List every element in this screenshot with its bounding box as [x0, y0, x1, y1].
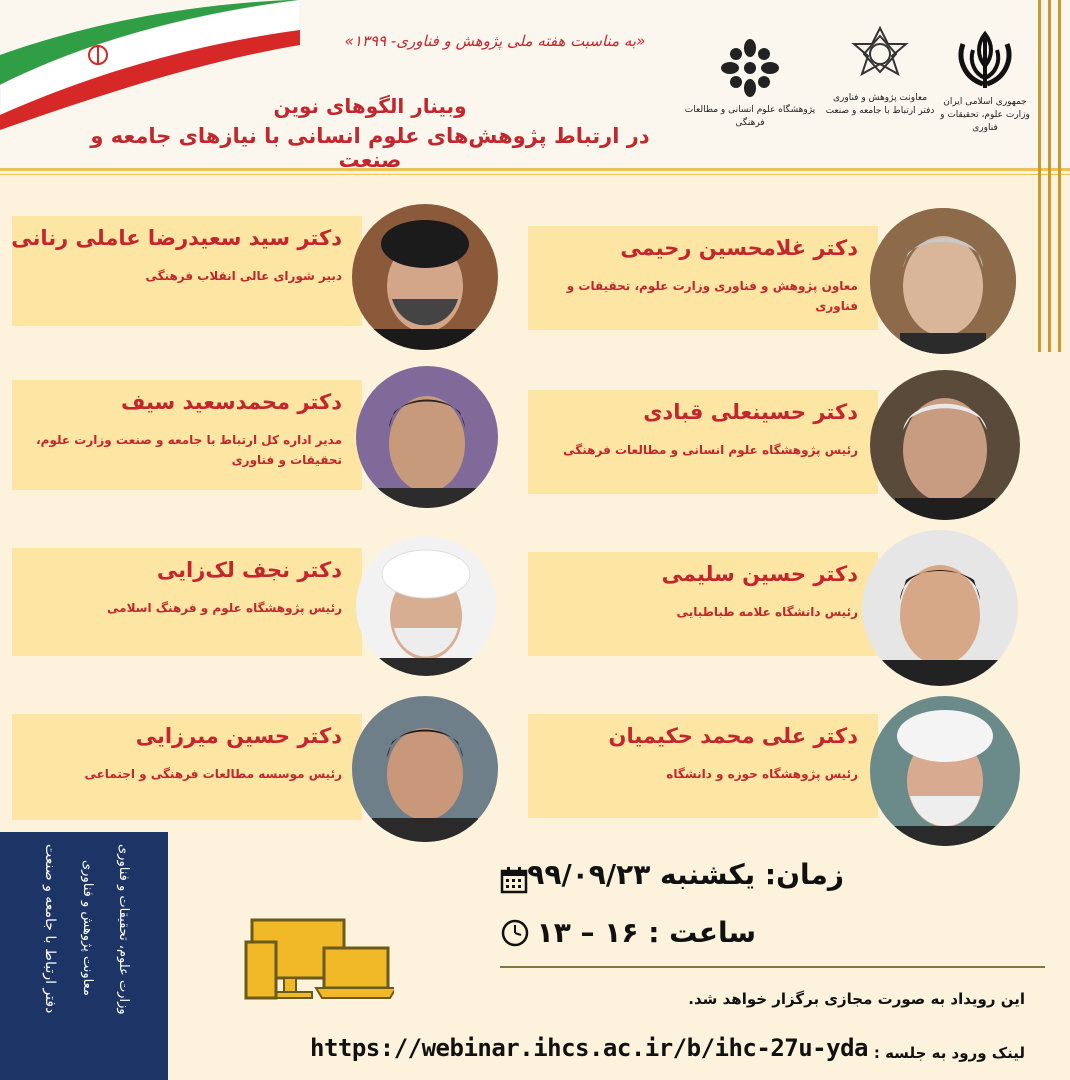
speaker-photo-lakzaei [356, 536, 496, 676]
page-title-line1: وبینار الگوهای نوین [273, 94, 467, 118]
speaker-role: دبیر شورای عالی انقلاب فرهنگی [145, 269, 342, 283]
sidebar-line2: معاونت پژوهش و فناوری [80, 860, 95, 996]
speaker-card-ghobadi [528, 390, 878, 494]
speaker-name: دکتر حسینعلی قبادی [643, 400, 858, 424]
speaker-role: معاون پژوهش و فناوری وزارت علوم، تحقیقات و فناوری [566, 279, 858, 313]
webinar-link[interactable]: https://webinar.ihcs.ac.ir/b/ihc-27u-yda [310, 1034, 868, 1062]
speaker-card-mirzaei [12, 714, 362, 820]
speaker-role: مدیر اداره کل ارتباط با جامعه و صنعت وزارت علوم، تحقیقات و فناوری [36, 433, 342, 467]
divider [500, 966, 1045, 968]
sidebar-panel [0, 832, 168, 1080]
calendar-icon [500, 866, 528, 894]
ornament-emblem-icon [850, 26, 910, 88]
clock-icon [500, 918, 530, 948]
vice-presidency-caption1: معاونت پژوهش و فناوری [832, 93, 928, 103]
page-title-line2: در ارتباط پژوهش‌های علوم انسانی با نیازهای جامعه و صنعت [90, 124, 650, 172]
ministry-caption1: جمهوری اسلامی ایران [943, 97, 1027, 107]
speaker-name: دکتر نجف لک‌زایی [156, 558, 342, 582]
vice-presidency-caption2: دفتر ارتباط با جامعه و صنعت [825, 106, 935, 116]
speaker-card-ameli [12, 216, 362, 326]
speaker-role: رئیس پژوهشگاه علوم و فرهنگ اسلامی [107, 601, 342, 615]
decor-line [1048, 0, 1051, 352]
header-divider-thin [0, 174, 1070, 175]
iran-emblem-icon [955, 30, 1015, 92]
link-label: لینک ورود به جلسه : [873, 1044, 1025, 1062]
speaker-role: رئیس موسسه مطالعات فرهنگی و اجتماعی [84, 767, 342, 781]
vice-presidency-logo [820, 26, 940, 118]
speaker-name: دکتر غلامحسین رحیمی [620, 236, 858, 260]
speaker-card-hakimian [528, 714, 878, 818]
ihcs-logo [680, 36, 820, 130]
sidebar-line1: دفتر ارتباط با جامعه و صنعت [42, 844, 58, 1014]
ministry-logo [930, 30, 1040, 135]
speaker-card-seif [12, 380, 362, 490]
decor-line [1038, 0, 1041, 352]
speaker-name: دکتر محمدسعید سیف [120, 390, 342, 414]
speaker-role: رئیس دانشگاه علامه طباطبایی [676, 605, 858, 619]
speaker-role: رئیس پژوهشگاه حوزه و دانشگاه [666, 767, 858, 781]
speaker-photo-ameli [352, 204, 498, 350]
decor-line [1058, 0, 1061, 352]
speaker-photo-mirzaei [352, 696, 498, 842]
speaker-card-salimi [528, 552, 878, 656]
devices-icon [244, 916, 394, 1016]
event-date: زمان: یکشنبه ۹۹/۰۹/۲۳ [527, 858, 844, 891]
ihcs-emblem-icon [718, 36, 782, 100]
speaker-name: دکتر حسین میرزایی [135, 724, 342, 748]
speaker-photo-rahimi [870, 208, 1016, 354]
sidebar-line3: وزارت علوم، تحقیقات و فناوری [116, 844, 131, 1015]
speaker-card-lakzaei [12, 548, 362, 656]
speaker-photo-hakimian [870, 696, 1020, 846]
speaker-name: دکتر علی محمد حکیمیان [608, 724, 858, 748]
speaker-role: رئیس پژوهشگاه علوم انسانی و مطالعات فرهنگی [563, 443, 858, 457]
speaker-photo-seif [356, 366, 498, 508]
ihcs-caption1: پژوهشگاه علوم انسانی و مطالعات فرهنگی [684, 105, 816, 128]
speaker-card-rahimi [528, 226, 878, 330]
ministry-caption2: وزارت علوم، تحقیقات و فناوری [940, 110, 1030, 133]
speaker-photo-salimi [862, 530, 1018, 686]
event-note: این رویداد به صورت مجازی برگزار خواهد شد. [688, 990, 1025, 1008]
tagline: «به مناسبت هفته ملی پژوهش و فناوری- ۱۳۹۹» [344, 32, 646, 50]
speaker-name: دکتر سید سعیدرضا عاملی رنانی [11, 226, 342, 250]
event-time: ساعت : ۱۶ – ۱۳ [536, 916, 756, 949]
speaker-photo-ghobadi [870, 370, 1020, 520]
speaker-name: دکتر حسین سلیمی [661, 562, 858, 586]
